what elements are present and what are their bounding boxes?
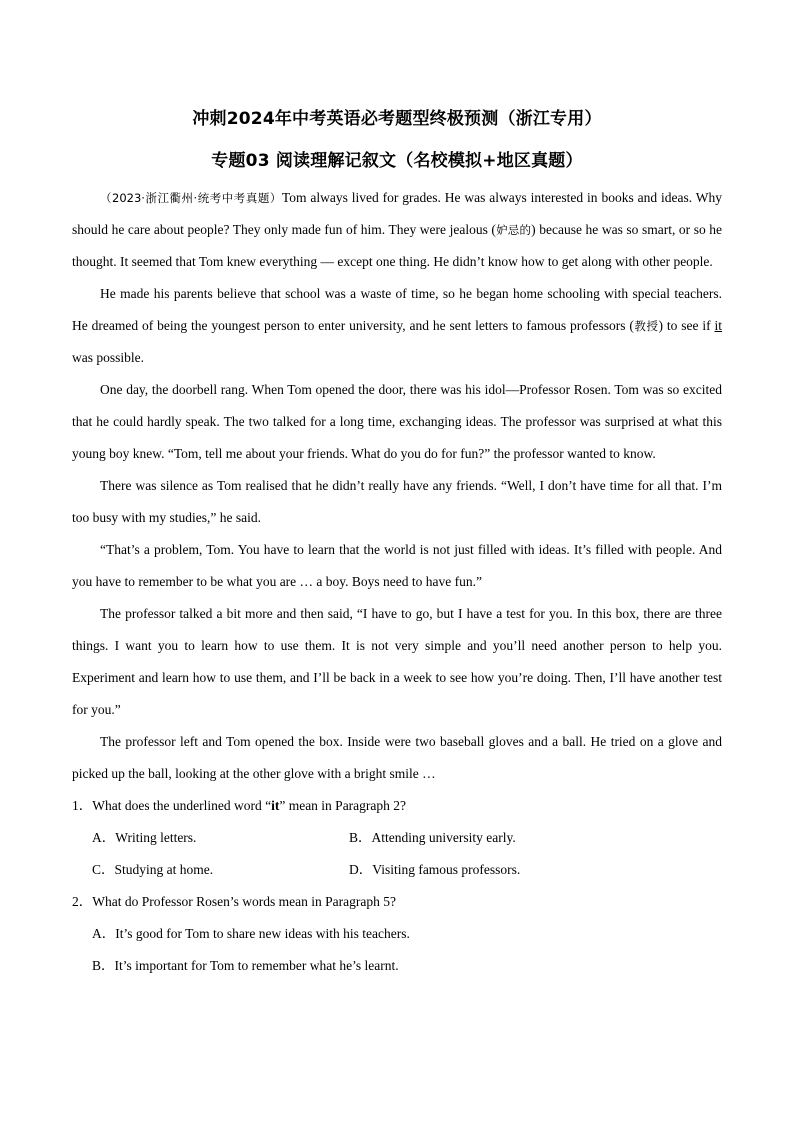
document-subtitle: 专题03 阅读理解记叙文（名校模拟+地区真题） [211, 151, 583, 171]
underlined-word-it: it [714, 318, 723, 333]
document-title: 冲刺2024年中考英语必考题型终极预测（浙江专用） [192, 109, 602, 129]
paragraph-7: The professor left and Tom opened the box. Inside were two baseball gloves and a ball. He tried on a glove and picked up the ball, looking at the other glove with a bright smile … [72, 734, 722, 781]
paragraph-5: “That’s a problem, Tom. You have to learn that the world is not just filled with ideas. It’s filled with people. And you have to remember to be what you are … a boy. Boys need to have fun.” [72, 542, 722, 589]
question-1-options-row-1 [72, 822, 722, 854]
question-1-options-row-2 [72, 854, 722, 886]
paragraph-3: One day, the doorbell rang. When Tom opened the door, there was his idol—Professor Rosen. Tom was so excited that he could hardly speak. The two talked for a long time, exchanging ideas. The professor was surprised at what this young boy knew. “Tom, tell me about your friends. What do you do for fun?” the professor wanted to know. [72, 382, 722, 461]
paragraph-2: He made his parents believe that school was a waste of time, so he began home schooling with special teachers. He dreamed of being the youngest person to enter university, and he sent letters to famous professors (教授) to see if it was possible. [72, 286, 723, 365]
gloss-professors: 教授 [633, 319, 659, 333]
paragraph-1: （2023·浙江衢州·统考中考真题）Tom always lived for grades. He was always interested in books and ideas. Why should he care about people? They only made fun of him. They were jealous (妒忌的) because he was so smart, or so he thought. It seemed that Tom knew everything — except one thing. He didn’t know how to get along with other people. [72, 190, 723, 269]
question-1-option-d[interactable]: D．Visiting famous professors. [349, 862, 521, 877]
source-label: （2023·浙江衢州·统考中考真题） [100, 191, 282, 205]
question-1-option-a[interactable]: A．Writing letters. [92, 830, 197, 845]
gloss-jealous: 妒忌的 [495, 223, 532, 237]
question-2-stem: 2．What do Professor Rosen’s words mean in Paragraph 5? [72, 894, 396, 909]
paragraph-6: The professor talked a bit more and then said, “I have to go, but I have a test for you. In this box, there are three things. I want you to learn how to use them. It is not very simple and you’ll need another person to help you. Experiment and learn how to use them, and I’ll be back in a week to see how you’re doing. Then, I’ll have another test for you.” [72, 606, 722, 717]
question-1-keyword: it [271, 798, 280, 813]
question-1-option-b[interactable]: B．Attending university early. [349, 830, 516, 845]
question-1-stem: 1．What does the underlined word “it” mean in Paragraph 2? [72, 798, 407, 813]
question-2-option-a[interactable]: A．It’s good for Tom to share new ideas with his teachers. [92, 926, 410, 941]
passage-body [72, 182, 722, 982]
paragraph-4: There was silence as Tom realised that he didn’t really have any friends. “Well, I don’t have time for all that. I’m too busy with my studies,” he said. [72, 478, 722, 525]
question-1-option-c[interactable]: C．Studying at home. [92, 862, 214, 877]
question-2-option-b[interactable]: B．It’s important for Tom to remember what he’s learnt. [92, 958, 399, 973]
